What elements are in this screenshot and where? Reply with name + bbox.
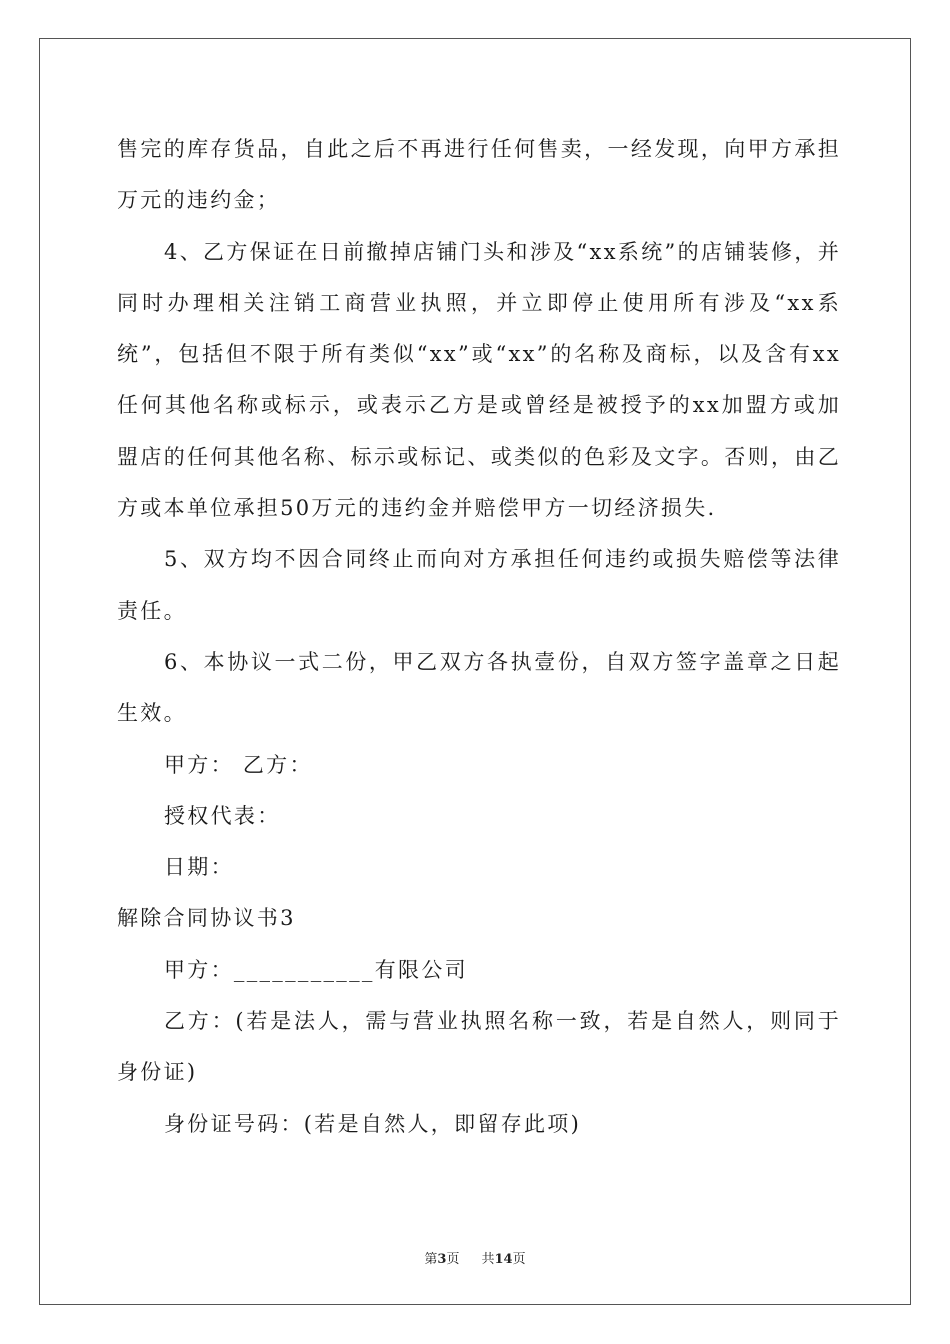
id-number-line: 身份证号码：(若是自然人，即留存此项)	[164, 1111, 582, 1136]
footer-total-suffix: 页	[512, 1252, 526, 1267]
authorized-representative: 授权代表：	[164, 803, 281, 828]
footer-total-prefix: 共	[481, 1252, 495, 1267]
footer-total-number: 14	[494, 1252, 513, 1267]
section-title: 解除合同协议书3	[117, 906, 296, 931]
clause-4: 4、乙方保证在日前撤掉店铺门头和涉及“xx系统”的店铺装修，并同时办理相关注销工商营业执照，并立即停止使用所有涉及“xx系统”，包括但不限于所有类似“xx”或“xx”的名称及商标，以及含有xx任何其他名称或标示，或表示乙方是或曾经是被授予的xx加盟方或加盟店的任何其他名称、标示或标记、或类似的色彩及文字。否则，由乙方或本单位承担50万元的违约金并赔偿甲方一切经济损失.	[117, 239, 841, 521]
party-a-b-signature: 甲方： 乙方：	[164, 752, 313, 777]
paragraph-continuation: 售完的库存货品，自此之后不再进行任何售卖，一经发现，向甲方承担 万元的违约金；	[117, 137, 841, 213]
clause-5: 5、双方均不因合同终止而向对方承担任何违约或损失赔偿等法律责任。	[117, 547, 841, 623]
footer-page-prefix: 第	[424, 1252, 438, 1267]
party-b-line: 乙方：(若是法人，需与营业执照名称一致，若是自然人，则同于身份证)	[117, 1009, 841, 1085]
footer-page-number: 3	[437, 1252, 447, 1267]
date-line: 日期：	[164, 855, 234, 880]
page-footer	[0, 1248, 950, 1267]
document-body	[117, 124, 841, 1150]
footer-page-suffix: 页	[446, 1252, 460, 1267]
clause-6: 6、本协议一式二份，甲乙双方各执壹份，自双方签字盖章之日起生效。	[117, 649, 841, 726]
party-a-line: 甲方：___________有限公司	[164, 957, 468, 982]
